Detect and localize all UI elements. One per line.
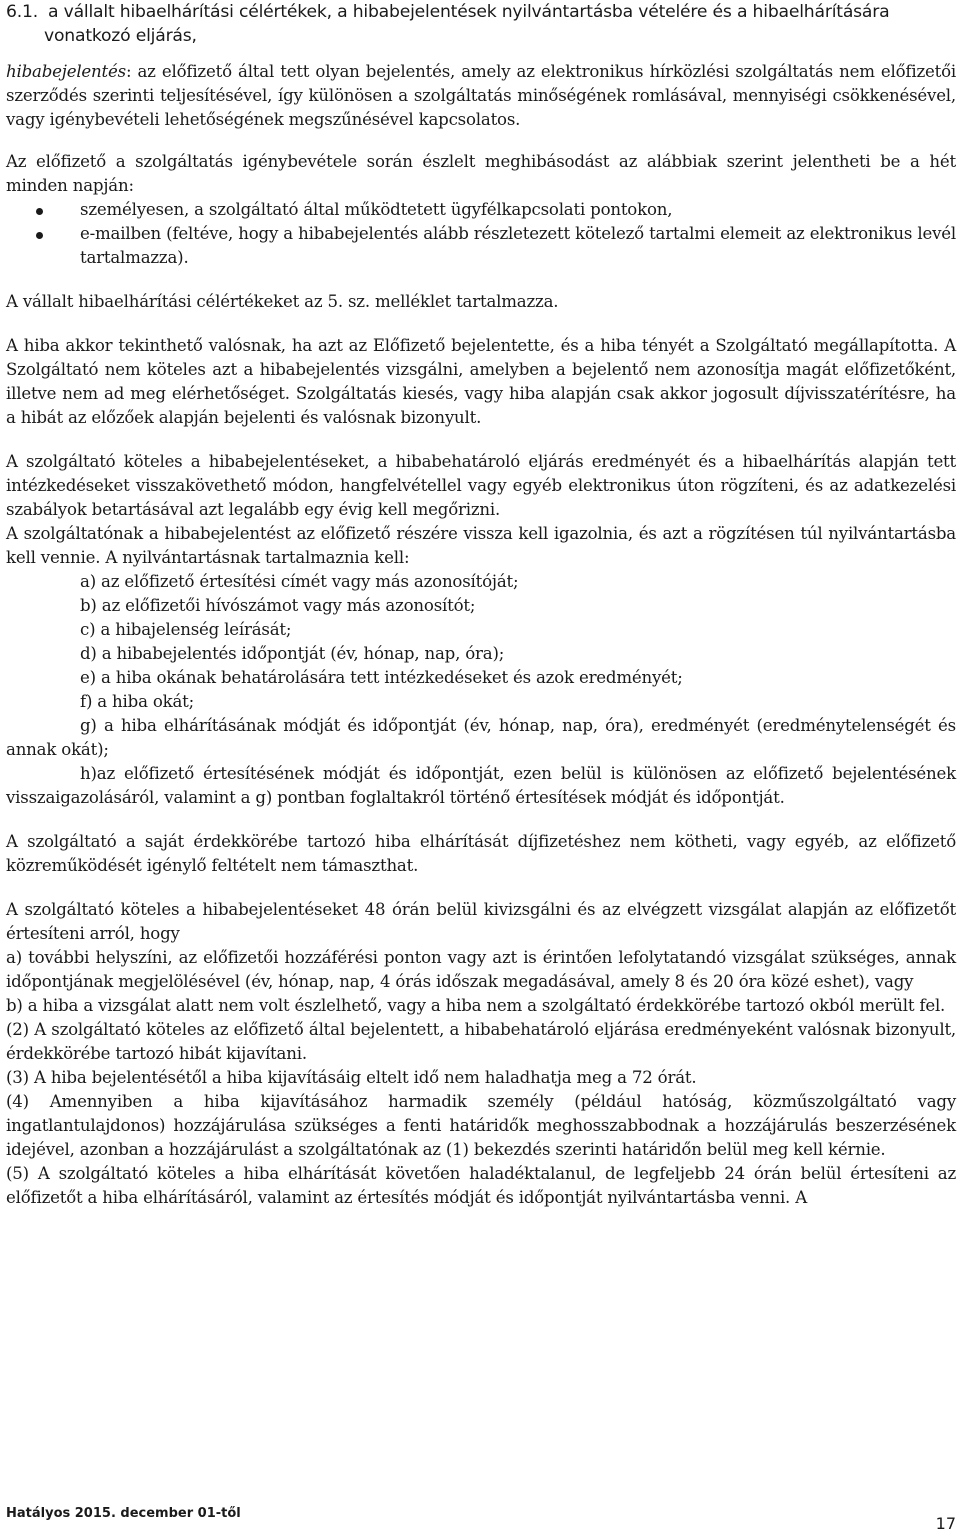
option-b-paragraph: b) a hiba a vizsgálat alatt nem volt észlelhető, vagy a hiba nem a szolgáltató érdekkörébe tartozó okból merült fel. xyxy=(6,996,946,1015)
document-page xyxy=(6,0,956,1210)
fee-paragraph: A szolgáltató a saját érdekkörébe tartozó hiba elhárítását díjfizetéshez nem kötheti, vagy egyéb, az előfizető közreműködését igénylő feltételt nem támaszthat. xyxy=(6,832,956,875)
definition-term: hibabejelentés xyxy=(6,62,126,81)
clause-2-paragraph: (2) A szolgáltató köteles az előfizető által bejelentett, a hibabehatároló eljárása eredményeként valósnak bizonyult, érdekkörébe tartozó hibát kijavítani. xyxy=(6,1020,956,1063)
list-item-text: e-mailben (feltéve, hogy a hibabejelentés alább részletezett kötelező tartalmi elemeit az elektronikus levél tartalmazza). xyxy=(80,224,956,267)
confirm-paragraph: A szolgáltatónak a hibabejelentést az előfizető részére vissza kell igazolnia, és azt a rögzítésen túl nyilvántartásba kell vennie. A nyilvántartásnak tartalmaznia kell: xyxy=(6,524,956,567)
bullet-icon xyxy=(36,208,43,215)
section-heading xyxy=(6,0,956,48)
section-number: 6.1. xyxy=(6,2,38,22)
bullet-icon xyxy=(36,232,43,239)
list-item: c) a hibajelenség leírását; xyxy=(80,620,292,639)
list-item xyxy=(6,222,956,270)
clause-3-paragraph: (3) A hiba bejelentésétől a hiba kijavításáig eltelt idő nem haladhatja meg a 72 órát. xyxy=(6,1068,697,1087)
list-item: h)az előfizető értesítésének módját és időpontját, ezen belül is különösen az előfizető bejelentésének visszaigazolásáról, valamint a g) pontban foglaltakról történő értesítések módját és időpontját. xyxy=(6,764,956,807)
effective-date-footer: Hatályos 2015. december 01-től xyxy=(6,1506,241,1521)
definition-paragraph xyxy=(6,60,956,132)
investigation-paragraph: A szolgáltató köteles a hibabejelentéseket 48 órán belül kivizsgálni és az elvégzett vizsgálat alapján az előfizetőt értesíteni arról, hogy xyxy=(6,900,956,943)
section-title-line1: a vállalt hibaelhárítási célértékek, a hibabejelentések nyilvántartásba vételére és a hibaelhárítására xyxy=(48,2,890,22)
list-item xyxy=(6,198,956,222)
list-item: e) a hiba okának behatárolására tett intézkedéseket és azok eredményét; xyxy=(80,668,683,687)
list-item-text: személyesen, a szolgáltató által működtetett ügyfélkapcsolati pontokon, xyxy=(80,200,673,219)
clause-4-paragraph: (4) Amennyiben a hiba kijavításához harmadik személy (például hatóság, közműszolgáltató vagy ingatlantulajdonos) hozzájárulása szükséges a fenti határidők meghosszabbodnak a hozzájárulás beszerzésének idejével, azonban a hozzájárulást a szolgáltatónak az (1) bekezdés szerinti határidőn belül meg kell kérnie. xyxy=(6,1092,956,1159)
clause-5-paragraph: (5) A szolgáltató köteles a hiba elhárítását követően haladéktalanul, de legfeljebb 24 órán belül értesíteni az előfizetőt a hiba elhárításáról, valamint az értesítés módját és időpontját nyilvántartásba venni. A xyxy=(6,1164,956,1207)
page-number: 17 xyxy=(935,1514,956,1533)
reporting-list xyxy=(6,198,956,270)
option-a-paragraph: a) további helyszíni, az előfizetői hozzáférési ponton vagy azt is érintően lefolytatandó vizsgálat szükséges, annak időpontjának megjelölésével (év, hónap, nap, 4 órás időszak megadásával, amely 8 és 20 óra közé eshet), vagy xyxy=(6,948,956,991)
register-list xyxy=(6,570,956,810)
definition-text: : az előfizető által tett olyan bejelentés, amely az elektronikus hírközlési szolgáltatás nem előfizetői szerződés szerinti teljesítésével, így különösen a szolgáltatás minőségének romlásával, mennyiségi csökkenésével, vagy igénybevételi lehetőségének megszűnésével kapcsolatos. xyxy=(6,62,956,129)
list-item: f) a hiba okát; xyxy=(80,692,195,711)
section-title-line2: vonatkozó eljárás, xyxy=(44,26,197,46)
list-item: g) a hiba elhárításának módját és időpontját (év, hónap, nap, óra), eredményét (eredménytelenségét és annak okát); xyxy=(6,716,956,759)
list-item: d) a hibabejelentés időpontját (év, hónap, nap, óra); xyxy=(80,644,505,663)
record-paragraph: A szolgáltató köteles a hibabejelentéseket, a hibabehatároló eljárás eredményét és a hibaelhárítás alapján tett intézkedéseket visszakövethető módon, hangfelvétellel vagy egyéb elektronikus úton rögzíteni, és az adatkezelési szabályok betartásával azt legalább egy évig kell megőrizni. xyxy=(6,452,956,519)
list-item: a) az előfizető értesítési címét vagy más azonosítóját; xyxy=(80,572,519,591)
targets-paragraph: A vállalt hibaelhárítási célértékeket az 5. sz. melléklet tartalmazza. xyxy=(6,292,559,311)
reporting-intro: Az előfizető a szolgáltatás igénybevétele során észlelt meghibásodást az alábbiak szerint jelentheti be a hét minden napján: xyxy=(6,152,956,195)
list-item: b) az előfizetői hívószámot vagy más azonosítót; xyxy=(80,596,476,615)
valid-fault-paragraph: A hiba akkor tekinthető valósnak, ha azt az Előfizető bejelentette, és a hiba tényét a Szolgáltató megállapította. A Szolgáltató nem köteles azt a hibabejelentés vizsgálni, amelyben a bejelentő nem azonosítja magát előfizetőként, illetve nem ad meg elérhetőséget. Szolgáltatás kiesés, vagy hiba alapján csak akkor jogosult díjvisszatérítésre, ha a hibát az előzőek alapján bejelenti és valósnak bizonyult. xyxy=(6,336,956,427)
